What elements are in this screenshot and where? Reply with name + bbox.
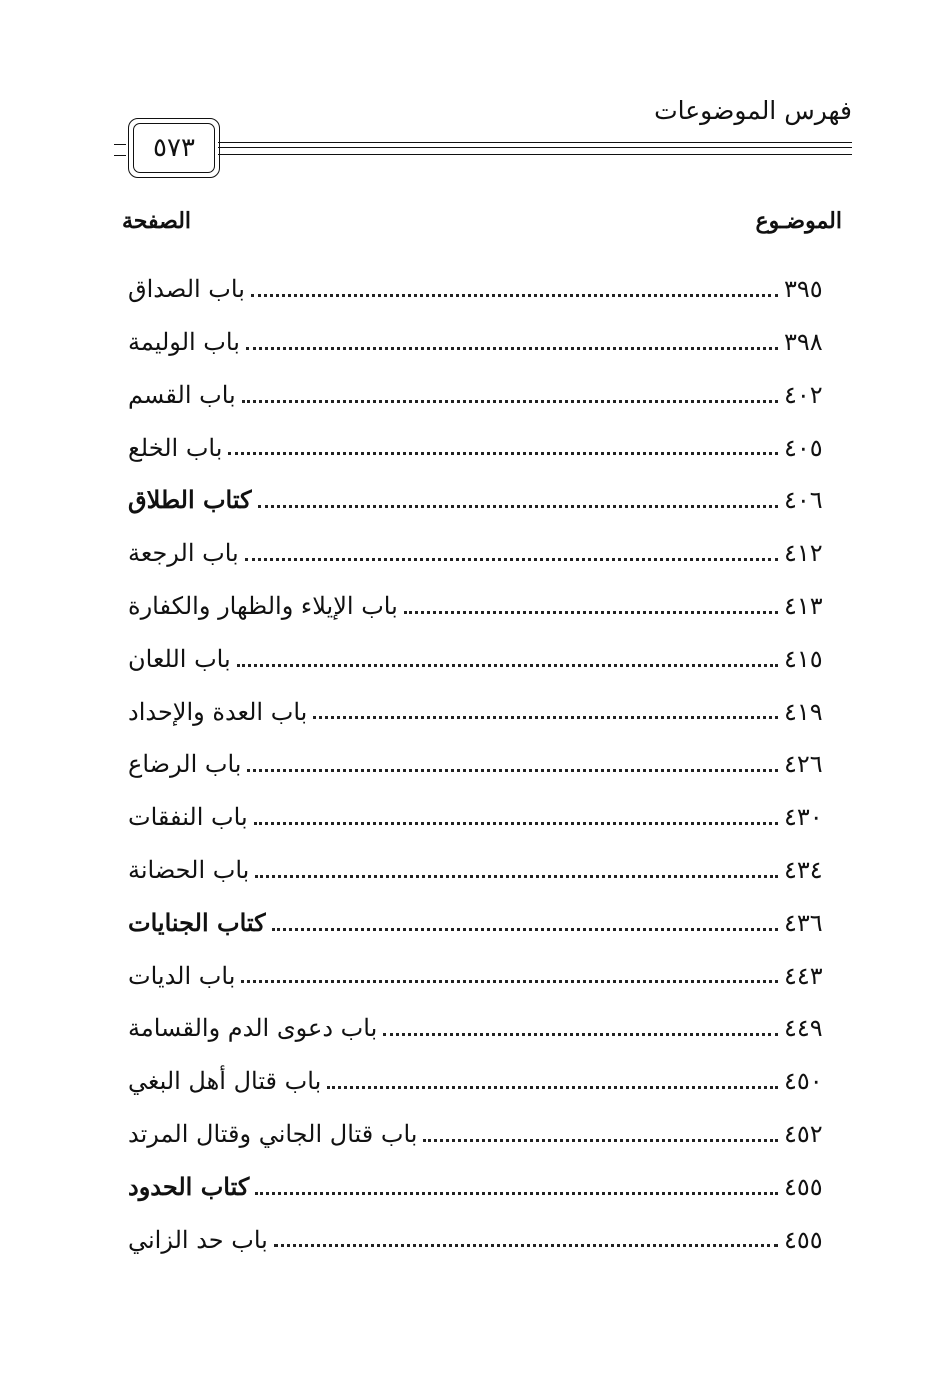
- column-heading-topic: الموضـوع: [755, 208, 842, 234]
- toc-entry-title: باب الديات: [128, 961, 236, 990]
- page-number-frame: [128, 118, 220, 178]
- dot-leader: [383, 1033, 778, 1036]
- toc-entry-title: باب العدة والإحداد: [128, 697, 308, 726]
- toc-entry-title: باب اللعان: [128, 644, 231, 673]
- toc-row: [128, 305, 842, 357]
- dot-leader: [404, 611, 778, 614]
- toc-entry-title: باب دعوى الدم والقسامة: [128, 1014, 378, 1043]
- toc-entry-page: ٤٣٠: [784, 803, 823, 832]
- toc-row: [128, 991, 842, 1043]
- toc-entry-page: ٤٤٣: [784, 961, 823, 990]
- toc-entry-title: باب قتال الجاني وقتال المرتد: [128, 1120, 418, 1148]
- dot-leader: [254, 822, 778, 825]
- toc-row: [128, 1044, 842, 1096]
- toc-row: [128, 833, 842, 885]
- toc-entry-title: باب الرضاع: [128, 750, 242, 779]
- toc-entry-page: ٤٠٥: [784, 433, 823, 462]
- table-of-contents: [0, 252, 944, 1272]
- toc-entry-title: باب قتال أهل البغي: [128, 1067, 322, 1096]
- dot-leader: [241, 980, 778, 983]
- toc-entry-page: ٤٥٥: [784, 1172, 823, 1201]
- toc-entry-title: باب الإيلاء والظهار والكفارة: [128, 592, 398, 620]
- dot-leader: [255, 875, 778, 878]
- toc-entry-page: ٤٥٠: [784, 1067, 823, 1096]
- column-heading-page: الصفحة: [122, 208, 192, 234]
- toc-row: [128, 410, 842, 462]
- toc-entry-title: باب الخلع: [128, 433, 223, 462]
- toc-row: [128, 780, 842, 832]
- toc-row: [128, 622, 842, 674]
- dot-leader: [327, 1086, 778, 1089]
- toc-entry-page: ٤٠٢: [784, 380, 823, 409]
- toc-row: [128, 1097, 842, 1149]
- dot-leader: [246, 347, 778, 350]
- dot-leader: [274, 1244, 778, 1247]
- toc-entry-page: ٤٤٩: [784, 1014, 823, 1043]
- toc-row: [128, 252, 842, 304]
- toc-entry-title: كتاب الحدود: [128, 1171, 250, 1201]
- dot-leader: [242, 400, 778, 403]
- toc-row: [128, 674, 842, 726]
- toc-entry-title: باب حد الزاني: [128, 1225, 268, 1254]
- toc-entry-page: ٤٣٦: [784, 908, 823, 937]
- toc-entry-page: ٣٩٥: [784, 275, 823, 304]
- toc-entry-page: ٤١٣: [784, 592, 823, 620]
- toc-entry-page: ٤٥٢: [784, 1120, 823, 1148]
- dot-leader: [258, 505, 778, 508]
- toc-row: [128, 516, 842, 568]
- dot-leader: [255, 1192, 778, 1195]
- toc-row: [128, 727, 842, 779]
- dot-leader: [423, 1139, 778, 1142]
- dot-leader: [237, 664, 778, 667]
- toc-entry-page: ٣٩٨: [784, 328, 823, 356]
- toc-row: [128, 938, 842, 990]
- dot-leader: [247, 769, 778, 772]
- toc-entry-page: ٤٣٤: [784, 856, 823, 884]
- toc-entry-title: باب الرجعة: [128, 539, 239, 568]
- dot-leader: [272, 928, 778, 931]
- toc-entry-title: كتاب الطلاق: [128, 485, 252, 515]
- toc-row: [128, 886, 842, 938]
- dot-leader: [313, 716, 778, 719]
- toc-entry-title: باب الصداق: [128, 275, 245, 304]
- page-number: ٥٧٣: [133, 123, 215, 173]
- toc-entry-title: باب الحضانة: [128, 856, 250, 884]
- toc-row: [128, 569, 842, 621]
- toc-entry-page: ٤١٩: [784, 697, 823, 726]
- equals-ornament: [114, 144, 126, 156]
- toc-entry-title: باب القسم: [128, 380, 236, 409]
- toc-row: [128, 1202, 842, 1254]
- toc-entry-title: باب الوليمة: [128, 328, 240, 356]
- toc-row: [128, 358, 842, 410]
- toc-entry-title: كتاب الجنايات: [128, 907, 266, 937]
- toc-entry-page: ٤٥٥: [784, 1225, 823, 1254]
- toc-entry-page: ٤٢٦: [784, 750, 823, 779]
- toc-entry-page: ٤١٥: [784, 644, 823, 673]
- toc-entry-page: ٤٠٦: [784, 486, 823, 515]
- header-rule-lower: [218, 154, 852, 155]
- running-title: فهرس الموضوعات: [654, 96, 852, 125]
- toc-row: [128, 463, 842, 515]
- header-rule: [218, 142, 852, 148]
- dot-leader: [251, 294, 778, 297]
- toc-entry-title: باب النفقات: [128, 803, 248, 832]
- dot-leader: [228, 452, 778, 455]
- toc-row: [128, 1150, 842, 1202]
- dot-leader: [245, 558, 778, 561]
- toc-entry-page: ٤١٢: [784, 539, 823, 568]
